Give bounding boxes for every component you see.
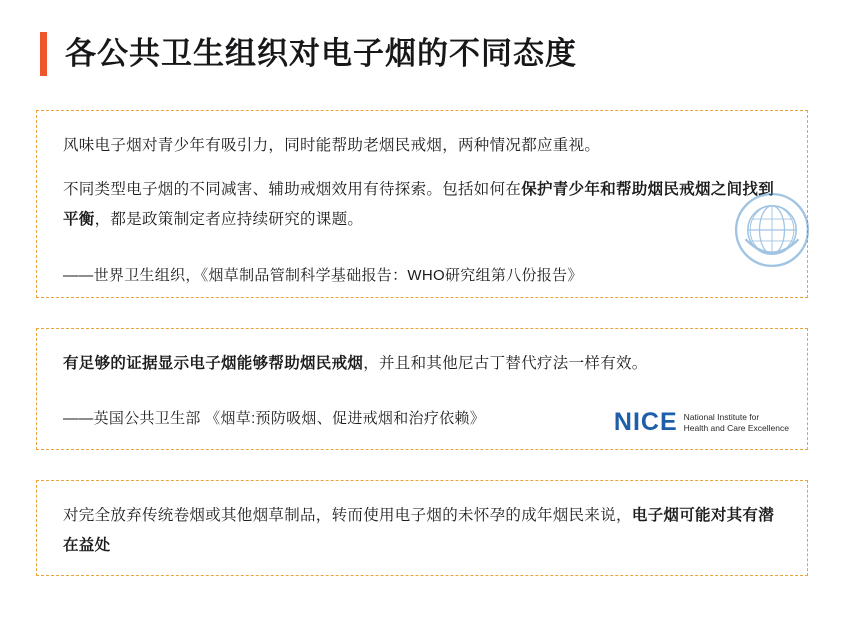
nice-tagline xyxy=(684,412,789,433)
quote-run: 风味电子烟对青少年有吸引力，同时能帮助老烟民戒烟，两种情况都应重视。 xyxy=(63,137,601,154)
quote-run-bold: 电子烟可能对其有潜在益处 xyxy=(63,507,775,555)
quote-paragraph xyxy=(63,501,781,561)
quote-block-phe xyxy=(36,328,808,450)
nice-logo xyxy=(614,408,789,437)
page-title xyxy=(40,32,842,76)
title-accent-bar xyxy=(40,32,47,76)
nice-wordmark: NICE xyxy=(613,408,678,436)
quote-block-who xyxy=(36,110,808,298)
quote-block-third xyxy=(36,480,808,576)
quote-source: ——世界卫生组织，《烟草制品管制科学基础报告：WHO研究组第八份报告》 xyxy=(63,266,583,284)
quote-run: 对完全放弃传统卷烟或其他烟草制品，转而使用电子烟的未怀孕的成年烟民来说， xyxy=(63,507,632,524)
quote-paragraph xyxy=(63,349,781,379)
quote-run-bold: 保护青少年和帮助烟民戒烟之间找到平衡 xyxy=(63,181,775,229)
page-title-text: 各公共卫生组织对电子烟的不同态度 xyxy=(65,36,577,72)
quote-paragraph xyxy=(63,131,781,161)
nice-tagline-line1: National Institute for xyxy=(683,411,760,422)
quote-run: ，都是政策制定者应持续研究的课题。 xyxy=(94,211,364,229)
quote-run: 不同类型电子烟的不同减害、辅助戒烟效用有待探索。包括如何在 xyxy=(63,181,522,199)
slide-page xyxy=(0,32,842,643)
quote-source: ——英国公共卫生部 《烟草:预防吸烟、促进戒烟和治疗依赖》 xyxy=(63,410,486,428)
quote-paragraph xyxy=(63,175,781,235)
quote-run-bold: 有足够的证据显示电子烟能够帮助烟民戒烟 xyxy=(63,355,364,372)
quote-run: ，并且和其他尼古丁替代疗法一样有效。 xyxy=(363,355,648,372)
nice-tagline-line2: Health and Care Excellence xyxy=(683,422,789,433)
